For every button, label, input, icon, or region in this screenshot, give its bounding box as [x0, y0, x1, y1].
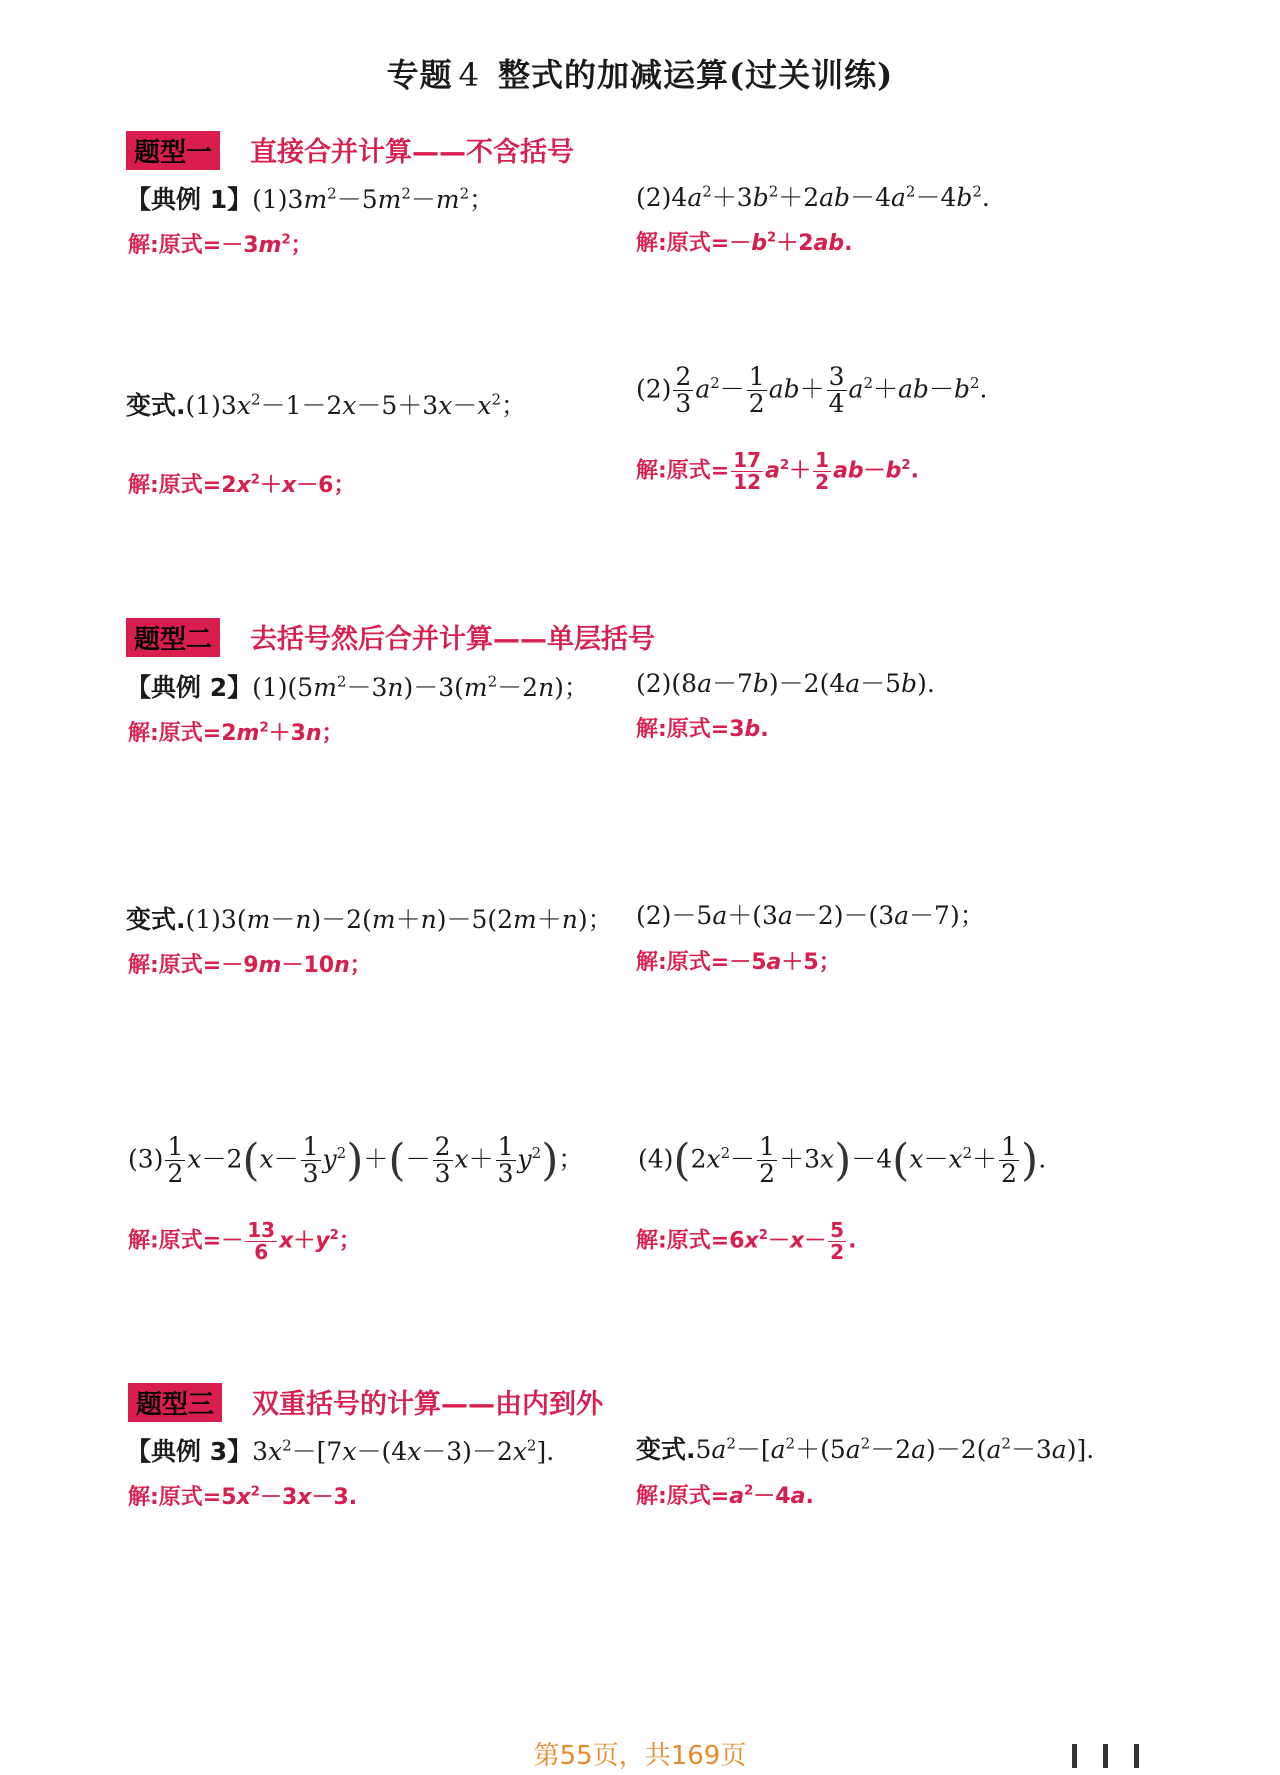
page-title: 专题 4 整式的加减运算(过关训练)	[386, 56, 894, 94]
variant-2-part-1: 变式.(1)3(m－n)－2(m＋n)－5(2m＋n)；	[126, 905, 613, 934]
solution-1-1: 解:原式$=-3m^2$；	[128, 232, 313, 258]
solution-1-2: 解:原式$=-b^2+2ab$.	[636, 230, 853, 256]
solution-2-1: 解:原式$=2m^2+3n$；	[128, 720, 344, 746]
section-tag: 题型二	[126, 618, 220, 657]
example-1-part-2: $(2)4a^2+3b^2+2ab-4a^2-4b^2$.	[636, 182, 990, 212]
solution-2-3: 解:原式=－9m－10n；	[128, 953, 372, 978]
page-edge-marks	[1072, 1744, 1165, 1772]
section-tag: 题型一	[126, 131, 220, 170]
solution-1-3: 解:原式$=2x^2+x-6$；	[128, 472, 356, 498]
solution-2-2: 解:原式=3b.	[636, 717, 769, 742]
section-heading-3: 题型三 双重括号的计算——由内到外	[128, 1382, 603, 1422]
variant-2-part-3: (3) $\frac{1}{2}$ x－2(x－ $\frac{1}{3}$ $y^2)+(-$ $\frac{2}{3}$ x＋ $\frac{1}{3}$ $y^2$)；	[128, 1132, 584, 1189]
solution-2-5: 解:原式=－ $\frac{13}{6}$ $x+y^2$；	[128, 1218, 361, 1264]
variant-2-part-2: (2)－5a＋(3a－2)－(3a－7)；	[636, 901, 985, 930]
solution-2-4: 解:原式=－5a＋5；	[636, 950, 841, 975]
variant-1-part-1: 变式$.(1)3x^2-1-2x-5+3x-x^2$；	[126, 390, 527, 420]
variant-3: 变式$.5a^2-[a^2+(5a^2-2a)-2(a^2-3a)]$.	[636, 1434, 1095, 1464]
variant-1-part-2: (2) $\frac{2}{3}$ $a^2-$ $\frac{1}{2}$ ab＋ $\frac{3}{4}$ $a^2+ab-b^2$.	[636, 362, 988, 419]
solution-3-1: 解:原式$=5x^2-3x-3$.	[128, 1484, 358, 1510]
section-tag: 题型三	[128, 1383, 222, 1422]
example-2-part-1: 【典例 2】$(1)(5m^2-3n)-3(m^2-2n)$；	[126, 672, 589, 702]
solution-1-4: 解:原式= $\frac{17}{12}$ $a^2+$ $\frac{1}{2}$ $ab-b^2$.	[636, 448, 919, 494]
example-2-part-2: (2)(8a－7b)－2(4a－5b).	[636, 669, 935, 698]
section-heading-2: 题型二 去括号然后合并计算——单层括号	[126, 617, 655, 657]
example-3: 【典例 3】$3x^2-[7x-(4x-3)-2x^2]$.	[126, 1436, 555, 1466]
variant-2-part-4: $(4)(2x^2-$ $\frac{1}{2}$ $+3x)-4(x-x^2+$ $\frac{1}{2}$ ).	[638, 1132, 1047, 1189]
example-1-part-1: 【典例 1】$(1)3m^2-5m^2-m^2$；	[126, 184, 495, 214]
section-heading-1: 题型一 直接合并计算——不含括号	[126, 130, 574, 170]
page-indicator: 第55页，共169页	[533, 1741, 747, 1771]
solution-3-2: 解:原式$=a^2-4a$.	[636, 1483, 814, 1509]
solution-2-6: 解:原式$=6x^2-x-$ $\frac{5}{2}$ .	[636, 1218, 857, 1264]
